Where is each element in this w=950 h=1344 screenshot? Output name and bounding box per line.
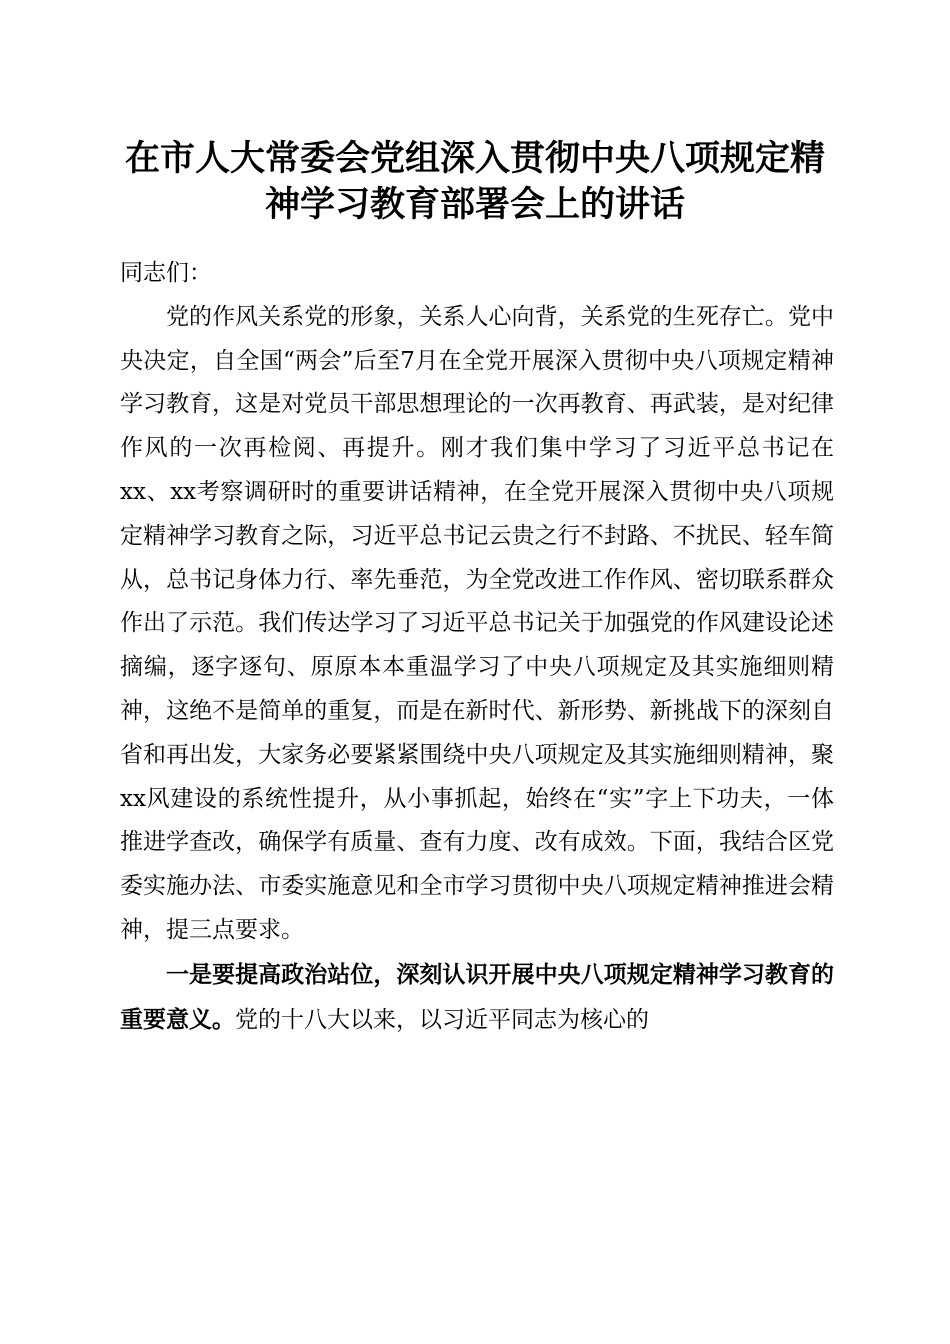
title-line-1: 在市人大常委会党组深入贯彻中央八项规定精 (124, 138, 825, 179)
title-line-2: 神学习教育部署会上的讲话 (264, 184, 685, 225)
document-title (100, 136, 850, 228)
paragraph-2 (120, 953, 834, 1043)
paragraph-2-lead: 一是要提高政治站位，深刻认识开展中央八项规定精神学习教育的重要意义。 (120, 960, 834, 1033)
paragraph-2-text: 党的十八大以来，以习近平同志为核心的 (235, 1006, 649, 1033)
paragraph-1: 党的作风关系党的形象，关系人心向背，关系党的生死存亡。党中央决定，自全国“两会”后至7月在全党开展深入贯彻中央八项规定精神学习教育，这是对党员干部思想理论的一次再教育、再武装，是对纪律作风的一次再检阅、再提升。刚才我们集中学习了习近平总书记在xx、xx考察调研时的重要讲话精神，在全党开展深入贯彻中央八项规定精神学习教育之际，习近平总书记云贵之行不封路、不扰民、轻车简从，总书记身体力行、率先垂范，为全党改进工作作风、密切联系群众作出了示范。我们传达学习了习近平总书记关于加强党的作风建设论述摘编，逐字逐句、原原本本重温学习了中央八项规定及其实施细则精神，这绝不是简单的重复，而是在新时代、新形势、新挑战下的深刻自省和再出发，大家务必要紧紧围绕中央八项规定及其实施细则精神，聚xx风建设的系统性提升，从小事抓起，始终在“实”字上下功夫，一体推进学查改，确保学有质量、查有力度、改有成效。下面，我结合区党委实施办法、市委实施意见和全市学习贯彻中央八项规定精神推进会精神，提三点要求。 (120, 303, 834, 943)
document-body (120, 252, 834, 1042)
salutation: 同志们： (120, 260, 212, 286)
